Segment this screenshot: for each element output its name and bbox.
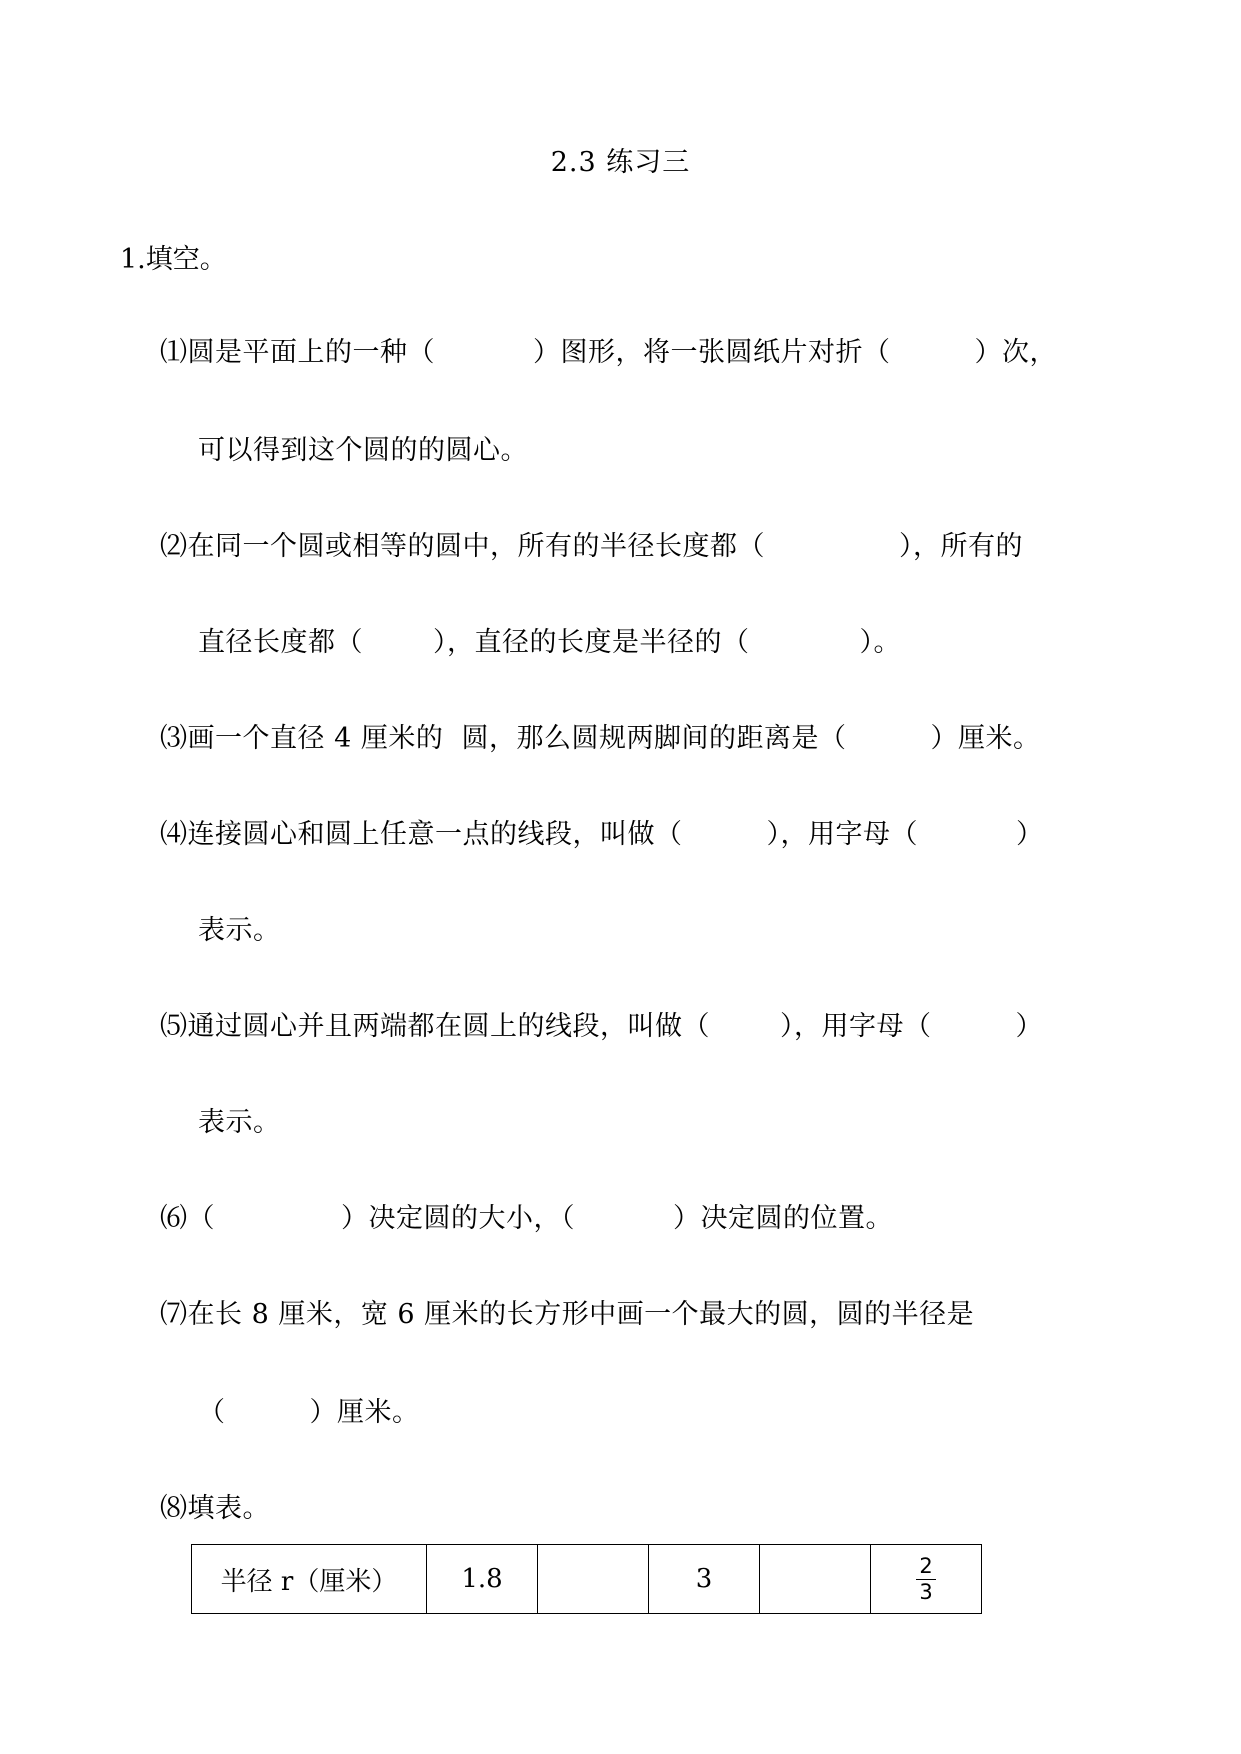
table-row	[192, 1545, 982, 1614]
question-1-line-2: 可以得到这个圆的的圆心。	[198, 435, 528, 466]
question-5-line-1	[160, 1004, 1043, 1043]
q5-text-a: ⑸通过圆心并且两端都在圆上的线段，叫做（	[160, 1011, 710, 1042]
q5-text-c: ）	[1015, 1011, 1043, 1042]
q6-text-a: ⑹（	[160, 1203, 215, 1234]
q2-text-c: 直径长度都（	[198, 627, 363, 658]
question-6	[160, 1196, 893, 1235]
fill-in-table	[191, 1544, 982, 1614]
page-title: 2.3 练习三	[550, 147, 691, 178]
table-cell: 1.8	[427, 1545, 538, 1614]
q2-text-e: ）。	[859, 627, 901, 658]
q2-text-a: ⑵在同一个圆或相等的圆中，所有的半径长度都（	[160, 531, 765, 562]
table-header-cell: 半径 r（厘米）	[192, 1545, 427, 1614]
q2-text-d: ），直径的长度是半径的（	[433, 627, 750, 658]
q2-text-b: ），所有的	[899, 531, 1023, 562]
q1-text-c: ）次，	[974, 337, 1057, 368]
question-4-line-1	[160, 812, 1044, 851]
table-cell-empty[interactable]	[538, 1545, 649, 1614]
question-2-line-2	[198, 620, 901, 659]
q4-text-a: ⑷连接圆心和圆上任意一点的线段，叫做（	[160, 819, 683, 850]
q7-text-b: ）厘米。	[309, 1397, 420, 1428]
q3-text-b: ）厘米。	[930, 723, 1041, 754]
section-heading: 1.填空。	[120, 244, 227, 275]
question-5-line-2: 表示。	[198, 1107, 281, 1138]
question-2-line-1	[160, 524, 1023, 563]
fraction-denominator: 3	[919, 1579, 933, 1604]
q4-text-c: ）	[1016, 819, 1044, 850]
fraction	[916, 1553, 935, 1604]
table-cell: 3	[649, 1545, 760, 1614]
question-3	[160, 716, 1041, 755]
q1-text-b: ）图形，将一张圆纸片对折（	[533, 337, 891, 368]
question-7-line-1: ⑺在长 8 厘米，宽 6 厘米的长方形中画一个最大的圆，圆的半径是	[160, 1299, 975, 1330]
q3-text-a: ⑶画一个直径 4 厘米的 圆，那么圆规两脚间的距离是（	[160, 723, 847, 754]
q6-text-c: ）决定圆的位置。	[673, 1203, 893, 1234]
q4-text-b: ），用字母（	[766, 819, 918, 850]
question-4-line-2: 表示。	[198, 915, 281, 946]
question-8: ⑻填表。	[160, 1493, 270, 1524]
q5-text-b: ），用字母（	[780, 1011, 932, 1042]
q7-text-a: （	[198, 1397, 226, 1428]
question-1-line-1	[160, 330, 1057, 369]
fraction-numerator: 2	[916, 1556, 935, 1580]
question-7-line-2	[198, 1390, 420, 1429]
q1-text-a: ⑴圆是平面上的一种（	[160, 337, 435, 368]
table-cell-empty[interactable]	[760, 1545, 871, 1614]
table-cell-fraction	[871, 1545, 982, 1614]
q6-text-b: ）决定圆的大小，（	[341, 1203, 575, 1234]
